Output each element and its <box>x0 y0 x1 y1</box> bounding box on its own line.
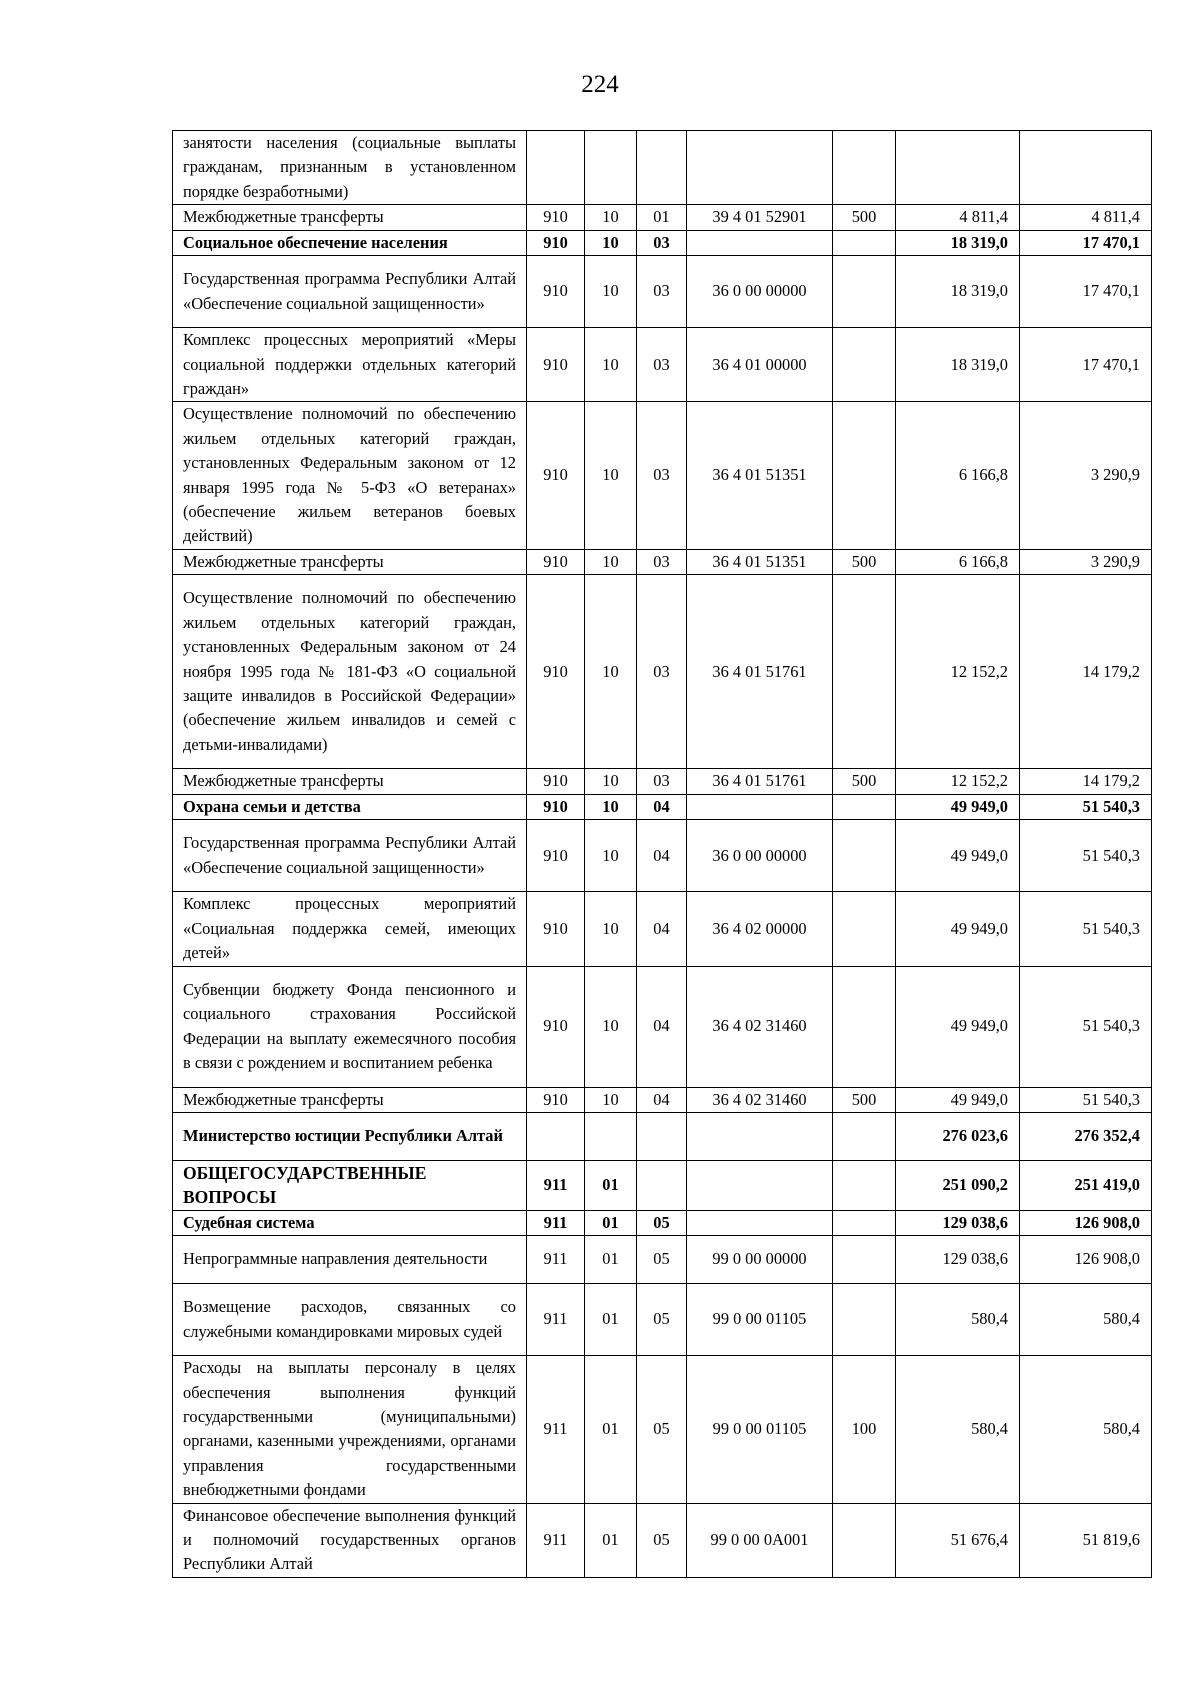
section-code: 01 <box>585 1503 637 1577</box>
amount-year-2: 51 540,3 <box>1020 1087 1152 1112</box>
amount-year-1: 51 676,4 <box>896 1503 1020 1577</box>
section-code <box>585 131 637 205</box>
item-name: Субвенции бюджету Фонда пенсионного и социального страхования Российской Федерации на выплату ежемесячного пособия в связи с рождением и воспитанием ребенка <box>173 966 527 1087</box>
amount-year-1: 12 152,2 <box>896 575 1020 769</box>
ministry-code: 910 <box>527 1087 585 1112</box>
subsection-code: 04 <box>637 794 687 819</box>
section-code: 10 <box>585 794 637 819</box>
section-code: 10 <box>585 892 637 966</box>
expense-type-code <box>833 402 896 549</box>
item-name: Судебная система <box>173 1210 527 1235</box>
subsection-code <box>637 131 687 205</box>
expense-type-code: 500 <box>833 1087 896 1112</box>
item-name: Межбюджетные трансферты <box>173 1087 527 1112</box>
expense-type-code <box>833 1283 896 1355</box>
amount-year-2: 17 470,1 <box>1020 230 1152 255</box>
section-code: 10 <box>585 549 637 574</box>
target-article-code: 99 0 00 0А001 <box>687 1503 833 1577</box>
table-row <box>173 549 1152 574</box>
ministry-code <box>527 1113 585 1161</box>
item-name: Расходы на выплаты персоналу в целях обеспечения выполнения функций государственными (муниципальными) органами, казенными учреждениями, органами управления государственными внебюджетными фондами <box>173 1356 527 1503</box>
subsection-code: 04 <box>637 966 687 1087</box>
ministry-code: 910 <box>527 966 585 1087</box>
section-code: 10 <box>585 402 637 549</box>
subsection-code: 05 <box>637 1356 687 1503</box>
target-article-code: 36 4 01 51761 <box>687 575 833 769</box>
amount-year-1: 18 319,0 <box>896 230 1020 255</box>
target-article-code <box>687 131 833 205</box>
item-name: Финансовое обеспечение выполнения функций и полномочий государственных органов Республики Алтай <box>173 1503 527 1577</box>
amount-year-1 <box>896 131 1020 205</box>
expense-type-code <box>833 892 896 966</box>
table-row <box>173 131 1152 205</box>
target-article-code: 39 4 01 52901 <box>687 205 833 230</box>
item-name: Государственная программа Республики Алтай «Обеспечение социальной защищенности» <box>173 820 527 892</box>
subsection-code: 04 <box>637 820 687 892</box>
section-code: 01 <box>585 1283 637 1355</box>
item-name: Министерство юстиции Республики Алтай <box>173 1113 527 1161</box>
expense-type-code <box>833 966 896 1087</box>
subsection-code: 03 <box>637 402 687 549</box>
subsection-code: 01 <box>637 205 687 230</box>
target-article-code <box>687 1210 833 1235</box>
amount-year-2: 51 540,3 <box>1020 794 1152 819</box>
table-row <box>173 1283 1152 1355</box>
expense-type-code <box>833 230 896 255</box>
expense-type-code <box>833 131 896 205</box>
section-code: 10 <box>585 256 637 328</box>
expense-type-code <box>833 1113 896 1161</box>
expense-type-code <box>833 794 896 819</box>
ministry-code: 911 <box>527 1356 585 1503</box>
expense-type-code <box>833 1503 896 1577</box>
expense-type-code <box>833 575 896 769</box>
ministry-code: 911 <box>527 1160 585 1210</box>
ministry-code: 910 <box>527 205 585 230</box>
target-article-code <box>687 1160 833 1210</box>
ministry-code: 910 <box>527 230 585 255</box>
subsection-code: 04 <box>637 1087 687 1112</box>
table-row <box>173 820 1152 892</box>
amount-year-2: 126 908,0 <box>1020 1236 1152 1284</box>
amount-year-1: 49 949,0 <box>896 1087 1020 1112</box>
item-name: Государственная программа Республики Алтай «Обеспечение социальной защищенности» <box>173 256 527 328</box>
item-name: Непрограммные направления деятельности <box>173 1236 527 1284</box>
target-article-code: 99 0 00 01105 <box>687 1283 833 1355</box>
section-code: 10 <box>585 966 637 1087</box>
amount-year-1: 580,4 <box>896 1283 1020 1355</box>
item-name: Осуществление полномочий по обеспечению жильем отдельных категорий граждан, установленных Федеральным законом от 12 января 1995 года № 5-ФЗ «О ветеранах» (обеспечение жильем ветеранов боевых действий) <box>173 402 527 549</box>
target-article-code: 36 0 00 00000 <box>687 256 833 328</box>
subsection-code: 03 <box>637 549 687 574</box>
table-row <box>173 769 1152 794</box>
item-name: Межбюджетные трансферты <box>173 549 527 574</box>
amount-year-2: 126 908,0 <box>1020 1210 1152 1235</box>
target-article-code <box>687 230 833 255</box>
item-name: Комплекс процессных мероприятий «Социальная поддержка семей, имеющих детей» <box>173 892 527 966</box>
subsection-code: 03 <box>637 230 687 255</box>
amount-year-1: 18 319,0 <box>896 328 1020 402</box>
expense-type-code <box>833 1160 896 1210</box>
target-article-code: 99 0 00 00000 <box>687 1236 833 1284</box>
section-code: 10 <box>585 769 637 794</box>
table-row <box>173 1503 1152 1577</box>
amount-year-1: 4 811,4 <box>896 205 1020 230</box>
amount-year-2 <box>1020 131 1152 205</box>
target-article-code: 36 4 01 51761 <box>687 769 833 794</box>
table-row <box>173 1087 1152 1112</box>
ministry-code: 910 <box>527 820 585 892</box>
table-row <box>173 230 1152 255</box>
amount-year-2: 580,4 <box>1020 1356 1152 1503</box>
table-row <box>173 575 1152 769</box>
target-article-code: 36 4 02 31460 <box>687 966 833 1087</box>
amount-year-1: 49 949,0 <box>896 820 1020 892</box>
target-article-code <box>687 1113 833 1161</box>
ministry-code: 911 <box>527 1283 585 1355</box>
target-article-code: 99 0 00 01105 <box>687 1356 833 1503</box>
target-article-code <box>687 794 833 819</box>
subsection-code: 05 <box>637 1283 687 1355</box>
expense-type-code: 500 <box>833 549 896 574</box>
amount-year-2: 3 290,9 <box>1020 549 1152 574</box>
subsection-code: 03 <box>637 769 687 794</box>
amount-year-2: 14 179,2 <box>1020 769 1152 794</box>
expense-type-code: 100 <box>833 1356 896 1503</box>
ministry-code: 910 <box>527 769 585 794</box>
section-code: 10 <box>585 205 637 230</box>
table-row <box>173 1236 1152 1284</box>
amount-year-2: 51 540,3 <box>1020 820 1152 892</box>
table-row <box>173 256 1152 328</box>
target-article-code: 36 0 00 00000 <box>687 820 833 892</box>
ministry-code: 910 <box>527 256 585 328</box>
amount-year-2: 276 352,4 <box>1020 1113 1152 1161</box>
item-name: Межбюджетные трансферты <box>173 205 527 230</box>
item-name: ОБЩЕГОСУДАРСТВЕННЫЕ ВОПРОСЫ <box>173 1160 527 1210</box>
item-name: Социальное обеспечение населения <box>173 230 527 255</box>
expense-type-code: 500 <box>833 205 896 230</box>
section-code: 10 <box>585 820 637 892</box>
section-code: 10 <box>585 230 637 255</box>
table-row <box>173 205 1152 230</box>
ministry-code: 910 <box>527 892 585 966</box>
table-row <box>173 1160 1152 1210</box>
page-number: 224 <box>581 71 619 98</box>
table-row <box>173 892 1152 966</box>
section-code: 01 <box>585 1236 637 1284</box>
expense-type-code <box>833 328 896 402</box>
target-article-code: 36 4 02 31460 <box>687 1087 833 1112</box>
amount-year-1: 49 949,0 <box>896 966 1020 1087</box>
amount-year-2: 14 179,2 <box>1020 575 1152 769</box>
table-row <box>173 1113 1152 1161</box>
amount-year-1: 129 038,6 <box>896 1210 1020 1235</box>
amount-year-2: 51 540,3 <box>1020 966 1152 1087</box>
target-article-code: 36 4 01 51351 <box>687 549 833 574</box>
section-code: 01 <box>585 1210 637 1235</box>
ministry-code: 911 <box>527 1210 585 1235</box>
table-row <box>173 966 1152 1087</box>
budget-table-body <box>173 131 1152 1578</box>
amount-year-1: 18 319,0 <box>896 256 1020 328</box>
item-name: Возмещение расходов, связанных со служебными командировками мировых судей <box>173 1283 527 1355</box>
table-row <box>173 402 1152 549</box>
ministry-code: 910 <box>527 794 585 819</box>
item-name: Охрана семьи и детства <box>173 794 527 819</box>
ministry-code: 910 <box>527 402 585 549</box>
amount-year-1: 276 023,6 <box>896 1113 1020 1161</box>
subsection-code: 03 <box>637 575 687 769</box>
amount-year-2: 251 419,0 <box>1020 1160 1152 1210</box>
expense-type-code <box>833 256 896 328</box>
section-code: 10 <box>585 328 637 402</box>
subsection-code: 05 <box>637 1210 687 1235</box>
section-code: 01 <box>585 1356 637 1503</box>
ministry-code: 911 <box>527 1236 585 1284</box>
expense-type-code: 500 <box>833 769 896 794</box>
amount-year-2: 4 811,4 <box>1020 205 1152 230</box>
item-name: Осуществление полномочий по обеспечению жильем отдельных категорий граждан, установленных Федеральным законом от 24 ноября 1995 года № 181-ФЗ «О социальной защите инвалидов в Российской Федерации» (обеспечение жильем инвалидов и семей с детьми-инвалидами) <box>173 575 527 769</box>
target-article-code: 36 4 02 00000 <box>687 892 833 966</box>
subsection-code <box>637 1113 687 1161</box>
section-code: 10 <box>585 1087 637 1112</box>
amount-year-2: 3 290,9 <box>1020 402 1152 549</box>
ministry-code: 910 <box>527 575 585 769</box>
expense-type-code <box>833 1210 896 1235</box>
subsection-code: 05 <box>637 1236 687 1284</box>
amount-year-2: 51 819,6 <box>1020 1503 1152 1577</box>
amount-year-2: 17 470,1 <box>1020 328 1152 402</box>
section-code: 10 <box>585 575 637 769</box>
expense-type-code <box>833 820 896 892</box>
amount-year-1: 49 949,0 <box>896 794 1020 819</box>
expense-type-code <box>833 1236 896 1284</box>
ministry-code: 910 <box>527 328 585 402</box>
subsection-code: 04 <box>637 892 687 966</box>
table-row <box>173 1210 1152 1235</box>
ministry-code: 911 <box>527 1503 585 1577</box>
amount-year-2: 17 470,1 <box>1020 256 1152 328</box>
subsection-code <box>637 1160 687 1210</box>
amount-year-1: 129 038,6 <box>896 1236 1020 1284</box>
subsection-code: 05 <box>637 1503 687 1577</box>
amount-year-1: 6 166,8 <box>896 549 1020 574</box>
item-name: Комплекс процессных мероприятий «Меры социальной поддержки отдельных категорий граждан» <box>173 328 527 402</box>
subsection-code: 03 <box>637 256 687 328</box>
subsection-code: 03 <box>637 328 687 402</box>
amount-year-2: 51 540,3 <box>1020 892 1152 966</box>
amount-year-1: 580,4 <box>896 1356 1020 1503</box>
item-name: Межбюджетные трансферты <box>173 769 527 794</box>
item-name: занятости населения (социальные выплаты гражданам, признанным в установленном порядке безработными) <box>173 131 527 205</box>
amount-year-2: 580,4 <box>1020 1283 1152 1355</box>
section-code <box>585 1113 637 1161</box>
amount-year-1: 49 949,0 <box>896 892 1020 966</box>
amount-year-1: 12 152,2 <box>896 769 1020 794</box>
ministry-code <box>527 131 585 205</box>
target-article-code: 36 4 01 00000 <box>687 328 833 402</box>
table-row <box>173 794 1152 819</box>
budget-table <box>172 130 1152 1578</box>
amount-year-1: 6 166,8 <box>896 402 1020 549</box>
amount-year-1: 251 090,2 <box>896 1160 1020 1210</box>
table-row <box>173 1356 1152 1503</box>
section-code: 01 <box>585 1160 637 1210</box>
ministry-code: 910 <box>527 549 585 574</box>
target-article-code: 36 4 01 51351 <box>687 402 833 549</box>
table-row <box>173 328 1152 402</box>
